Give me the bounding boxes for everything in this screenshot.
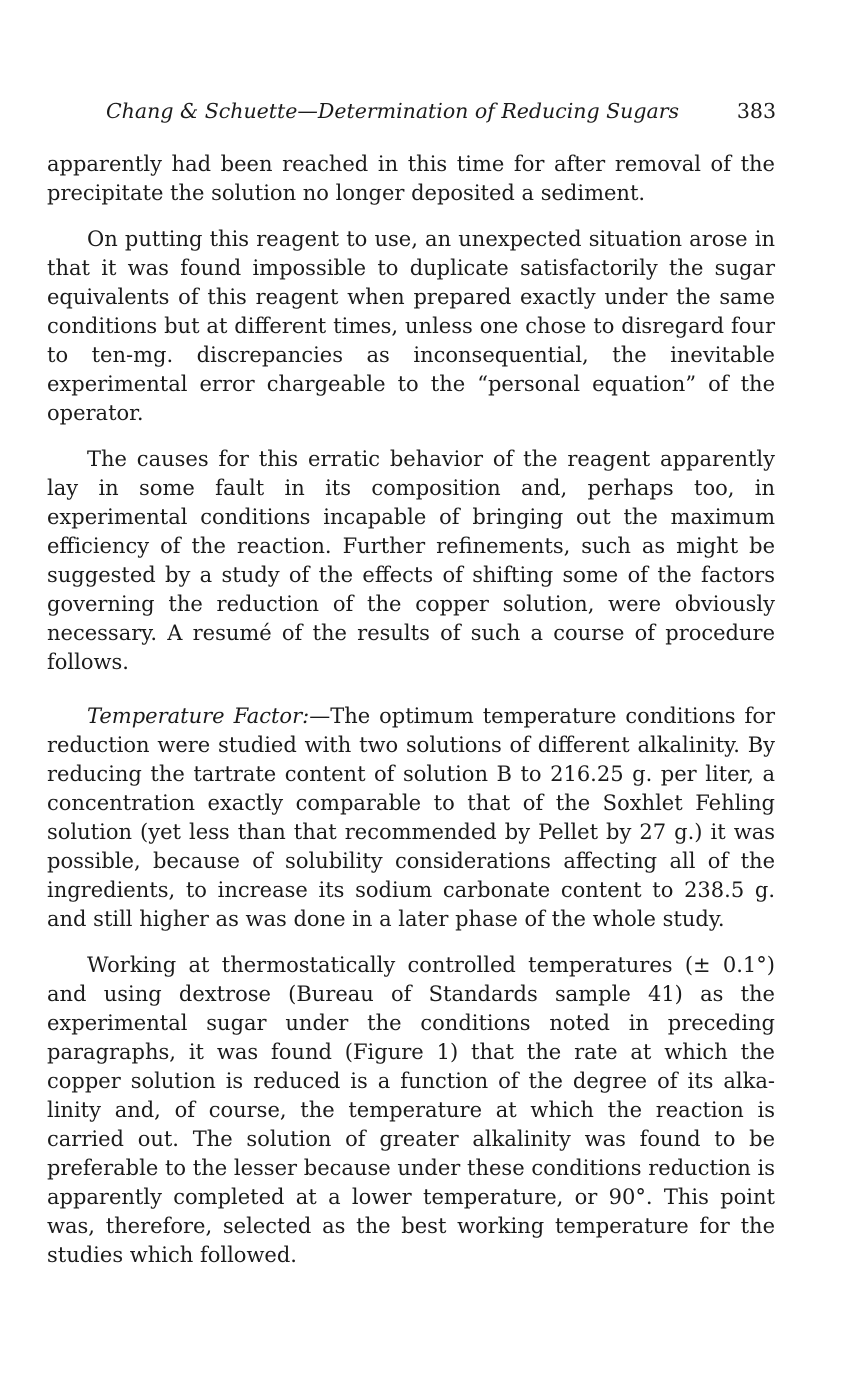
paragraph-3: The causes for this erratic behavior of the reagent apparently lay in some fault in its composition and, perhaps too, in experimental conditions incapable of bringing out the maximum efficiency of the reaction. Further refinements, such as might be suggested by a study of the effects of shifting some of the factors governing the reduction of the copper solution, were obviously necessary. A resumé of the results of such a course of procedure follows.: [47, 447, 775, 674]
section-heading-temperature-factor: Temperature Factor:: [87, 704, 310, 728]
running-title: Chang & Schuette—Determination of Reducing Sugars: [106, 99, 680, 123]
running-header: [106, 95, 776, 127]
paragraph-5: Working at thermostatically controlled temperatures (± 0.1°) and using dextrose (Bureau of Standards sample 41) as the experimental sugar under the conditions noted in preceding paragraphs, it was found (Figure 1) that the rate at which the copper solution is reduced is a function of the degree of its alkalinity and, of course, the temperature at which the reaction is carried out. The solution of greater alkalinity was found to be preferable to the lesser because under these conditions reduction is apparently completed at a lower temperature, or 90°. This point was, therefore, selected as the best working temperature for the studies which followed.: [47, 953, 775, 1267]
body-text: [47, 150, 775, 1270]
page-number: 383: [736, 99, 776, 123]
paragraph-2: On putting this reagent to use, an unexpected situation arose in that it was found impossible to duplicate satisfactorily the sugar equivalents of this reagent when prepared exactly under the same conditions but at different times, unless one chose to disregard four to ten-mg. discrepancies as inconsequential, the inevitable experimental error chargeable to the “personal equation” of the operator.: [47, 227, 775, 425]
paragraph-4: [47, 702, 775, 934]
paragraph-4-body: —The optimum temperature conditions for reduction were studied with two solutions of different alkalinity. By reducing the tartrate content of solution B to 216.25 g. per liter, a concentration exactly comparable to that of the Soxhlet Fehling solution (yet less than that recommended by Pellet by 27 g.) it was possible, because of solubility considerations affecting all of the ingredients, to increase its sodium carbonate content to 238.5 g. and still higher as was done in a later phase of the whole study.: [47, 704, 776, 931]
paragraph-1: apparently had been reached in this time for after removal of the precipitate the solution no longer deposited a sediment.: [47, 152, 775, 205]
